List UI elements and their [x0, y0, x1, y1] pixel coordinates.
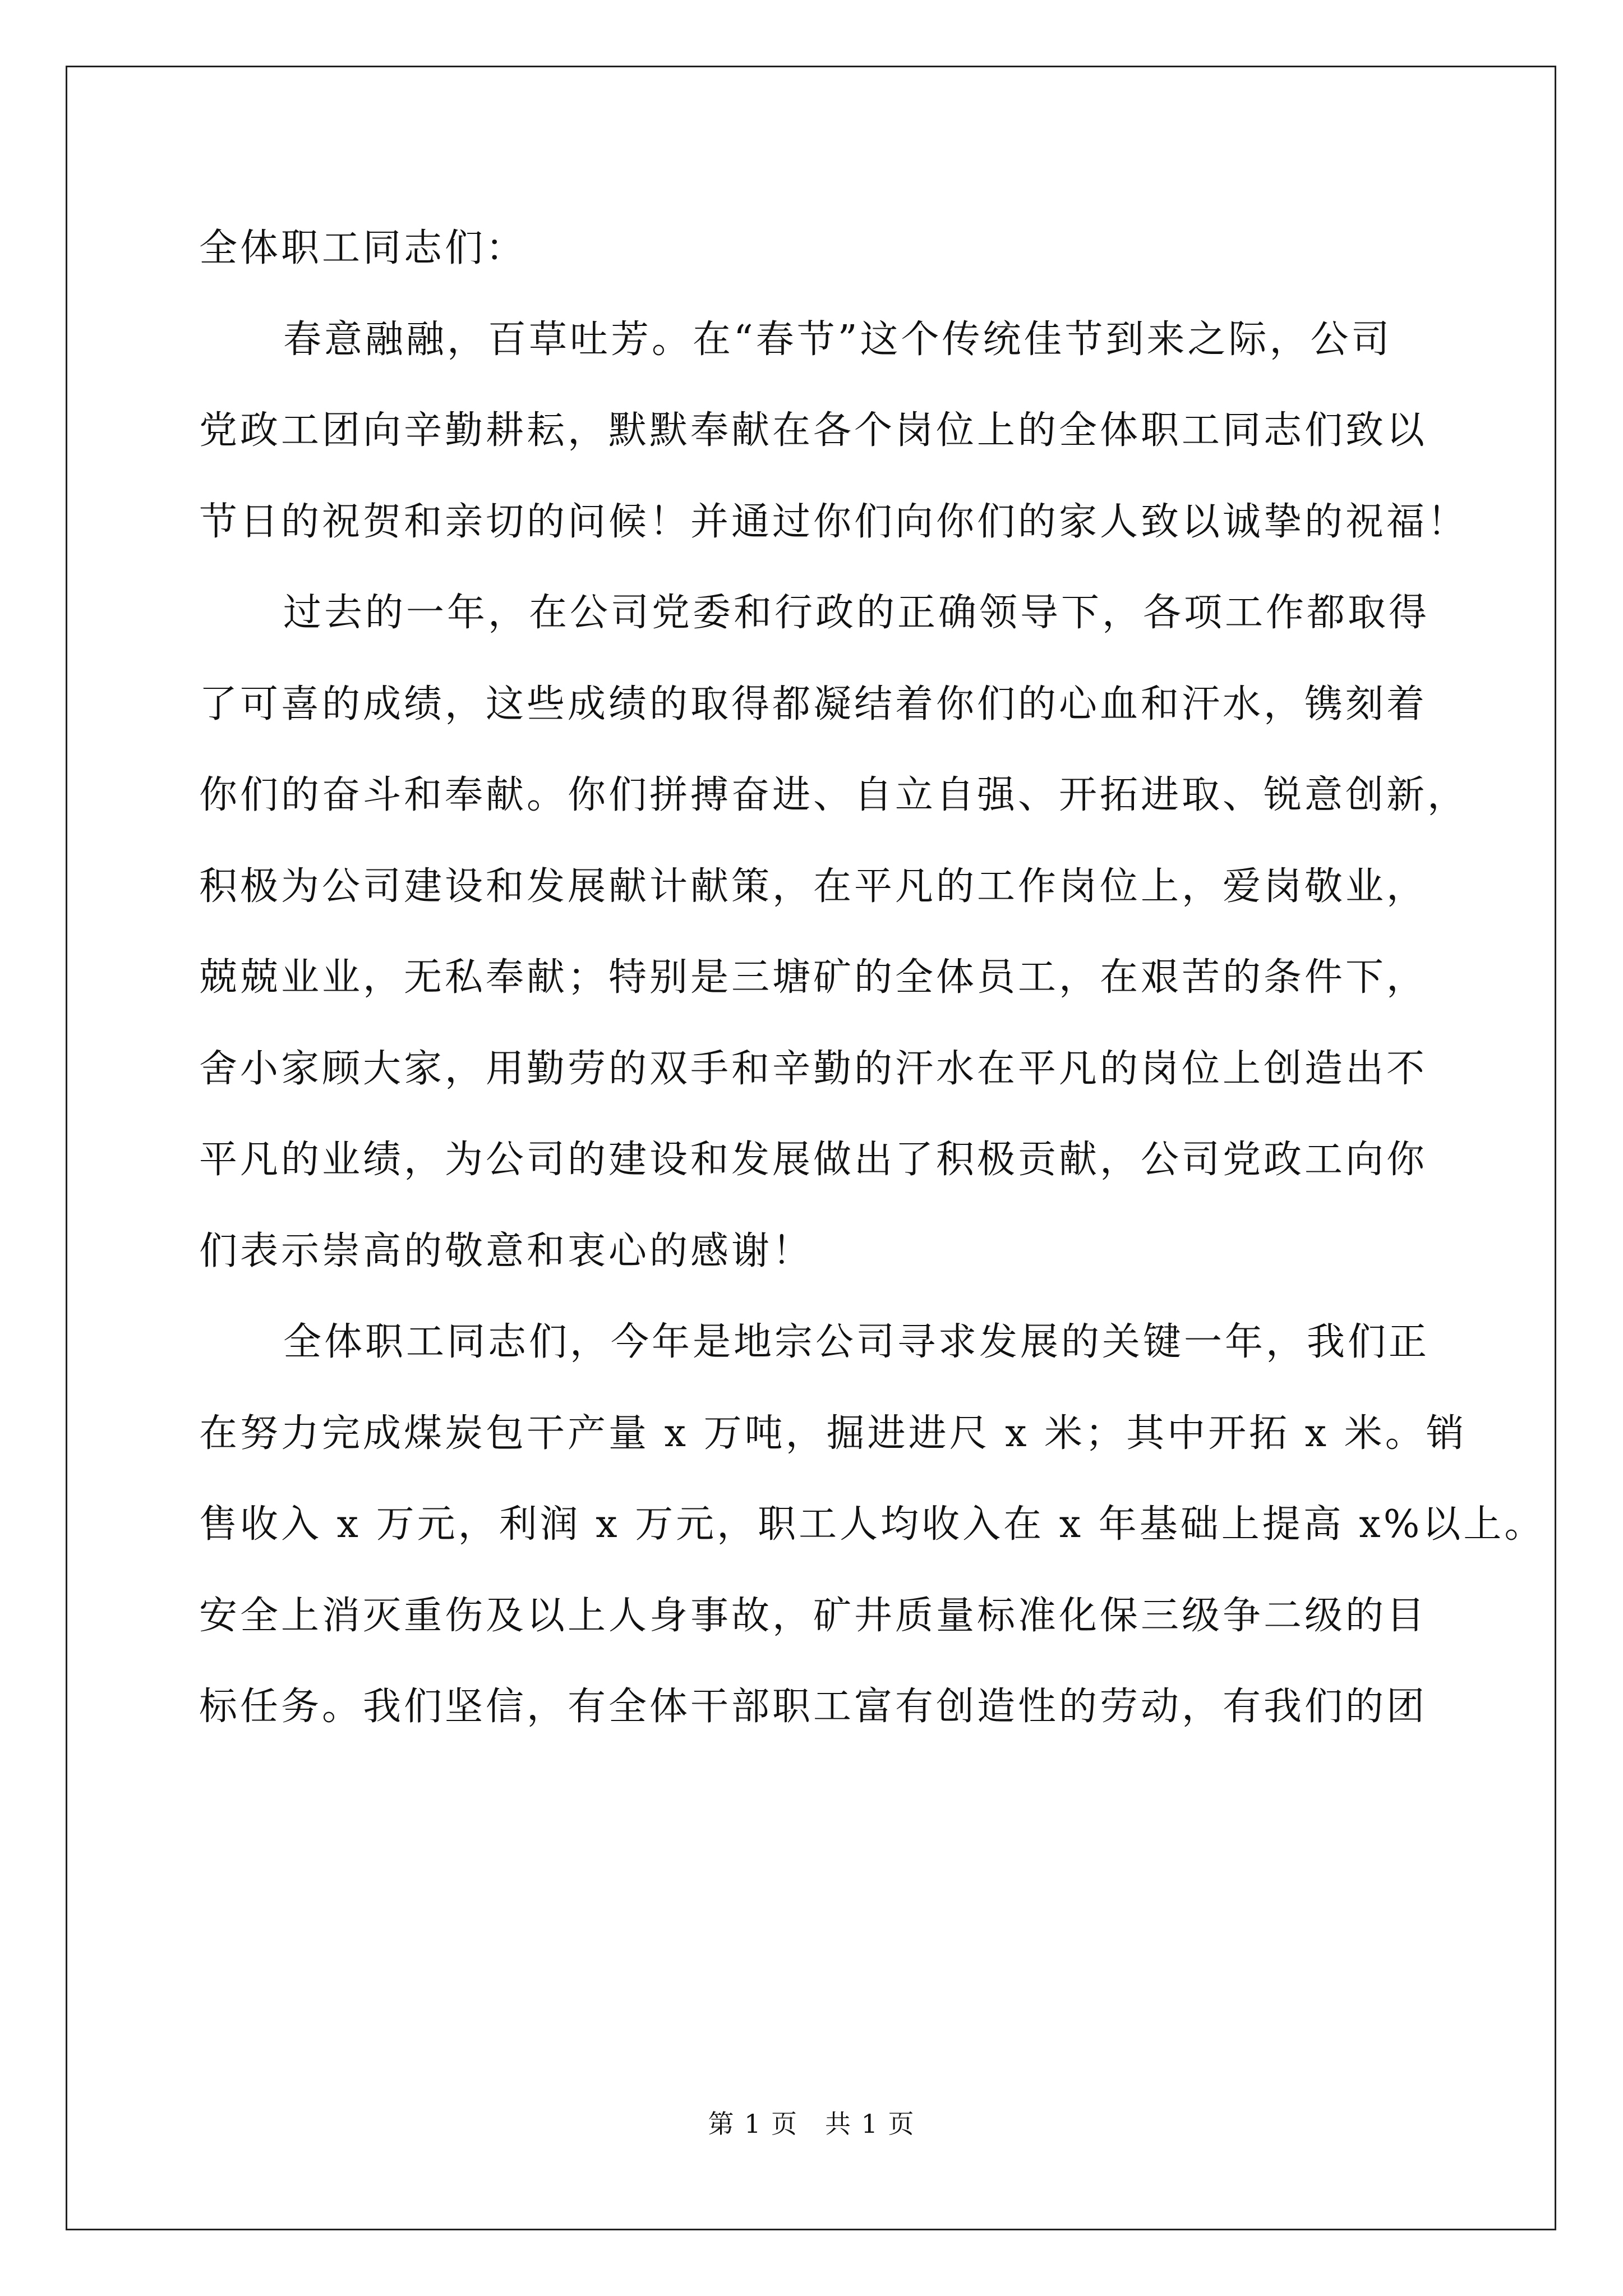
text-line: 过去的一年，在公司党委和行政的正确领导下，各项工作都取得 — [283, 591, 1430, 635]
page-number-footer: 第 1 页 共 1 页 — [708, 2109, 915, 2139]
text-line: 标任务。我们坚信，有全体干部职工富有创造性的劳动，有我们的团 — [199, 1685, 1428, 1729]
text-line: 舍小家顾大家，用勤劳的双手和辛勤的汗水在平凡的岗位上创造出不 — [199, 1046, 1428, 1091]
text-line: 你们的奋斗和奉献。你们拼搏奋进、自立自强、开拓进取、锐意创新， — [199, 773, 1469, 817]
text-line: 在努力完成煤炭包干产量 x 万吨，掘进进尺 x 米；其中开拓 x 米。销 — [199, 1411, 1467, 1456]
text-line: 们表示崇高的敬意和衷心的感谢！ — [199, 1228, 814, 1273]
text-line: 全体职工同志们，今年是地宗公司寻求发展的关键一年，我们正 — [283, 1320, 1430, 1364]
text-line: 积极为公司建设和发展献计献策，在平凡的工作岗位上，爱岗敬业， — [199, 864, 1428, 909]
text-line: 春意融融，百草吐芳。在“春节”这个传统佳节到来之际，公司 — [283, 317, 1393, 362]
text-line: 售收入 x 万元，利润 x 万元，职工人均收入在 x 年基础上提高 x%以上。 — [199, 1502, 1546, 1547]
text-line: 兢兢业业，无私奉献；特别是三塘矿的全体员工，在艰苦的条件下， — [199, 955, 1428, 1000]
text-line: 平凡的业绩，为公司的建设和发展做出了积极贡献，公司党政工向你 — [199, 1138, 1428, 1182]
text-line: 了可喜的成绩，这些成绩的取得都凝结着你们的心血和汗水，镌刻着 — [199, 682, 1428, 726]
text-line: 安全上消灭重伤及以上人身事故，矿井质量标准化保三级争二级的目 — [199, 1593, 1428, 1638]
text-line: 全体职工同志们： — [199, 226, 527, 270]
text-line: 党政工团向辛勤耕耘，默默奉献在各个岗位上的全体职工同志们致以 — [199, 408, 1428, 453]
text-line: 节日的祝贺和亲切的问候！并通过你们向你们的家人致以诚挚的祝福！ — [199, 499, 1469, 544]
document-body — [199, 203, 1546, 1753]
